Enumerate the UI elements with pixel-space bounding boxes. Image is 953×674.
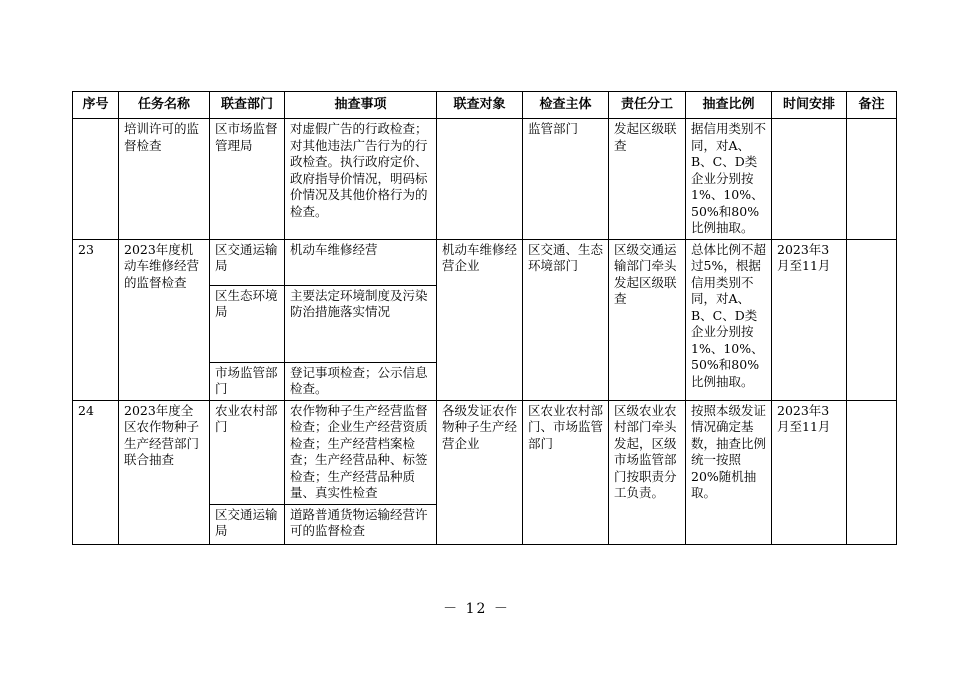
cell-ratio: 据信用类别不同，对A、B、C、D类企业分别按1%、10%、50%和80%比例抽取。 — [686, 119, 772, 240]
cell-dept: 农业农村部门 — [210, 400, 285, 504]
cell-target: 各级发证农作物种子生产经营企业 — [437, 400, 523, 544]
cell-task: 2023年度机动车维修经营的监督检查 — [119, 239, 210, 400]
cell-duty: 发起区级联查 — [609, 119, 686, 240]
cell-target — [437, 119, 523, 240]
cell-remark — [847, 119, 897, 240]
cell-seq — [73, 119, 119, 240]
cell-items: 登记事项检查；公示信息检查。 — [285, 362, 437, 400]
cell-dept: 市场监管部门 — [210, 362, 285, 400]
header-ratio: 抽查比例 — [686, 92, 772, 119]
cell-subject: 区交通、生态环境部门 — [523, 239, 609, 400]
table-row — [73, 400, 897, 504]
cell-ratio: 按照本级发证情况确定基数，抽查比例统一按照20%随机抽取。 — [686, 400, 772, 544]
cell-items: 对虚假广告的行政检查；对其他违法广告行为的行政检查。执行政府定价、政府指导价情况，明码标价情况及其他价格行为的检查。 — [285, 119, 437, 240]
header-seq: 序号 — [73, 92, 119, 119]
cell-task: 2023年度全区农作物种子生产经营部门联合抽查 — [119, 400, 210, 544]
cell-duty: 区级农业农村部门牵头发起，区级市场监管部门按职责分工负责。 — [609, 400, 686, 544]
cell-remark — [847, 239, 897, 400]
header-target: 联查对象 — [437, 92, 523, 119]
cell-items: 主要法定环境制度及污染防治措施落实情况 — [285, 285, 437, 362]
cell-time: 2023年3月至11月 — [772, 400, 847, 544]
cell-subject: 区农业农村部门、市场监管部门 — [523, 400, 609, 544]
cell-dept: 区交通运输局 — [210, 504, 285, 544]
cell-items: 道路普通货物运输经营许可的监督检查 — [285, 504, 437, 544]
inspection-plan-table — [72, 91, 897, 545]
cell-time: 2023年3月至11月 — [772, 239, 847, 400]
table-row — [73, 239, 897, 285]
cell-subject: 监管部门 — [523, 119, 609, 240]
cell-time — [772, 119, 847, 240]
cell-remark — [847, 400, 897, 544]
cell-seq: 23 — [73, 239, 119, 400]
cell-ratio: 总体比例不超过5%，根据信用类别不同，对A、B、C、D类企业分别按1%、10%、50%和80%比例抽取。 — [686, 239, 772, 400]
header-duty: 责任分工 — [609, 92, 686, 119]
header-task: 任务名称 — [119, 92, 210, 119]
table-header-row — [73, 92, 897, 119]
cell-target: 机动车维修经营企业 — [437, 239, 523, 400]
header-time: 时间安排 — [772, 92, 847, 119]
page-number: － 12 － — [443, 601, 510, 617]
cell-items: 机动车维修经营 — [285, 239, 437, 285]
cell-dept: 区交通运输局 — [210, 239, 285, 285]
header-dept: 联查部门 — [210, 92, 285, 119]
header-remark: 备注 — [847, 92, 897, 119]
cell-dept: 区市场监督管理局 — [210, 119, 285, 240]
header-subject: 检查主体 — [523, 92, 609, 119]
header-items: 抽查事项 — [285, 92, 437, 119]
cell-dept: 区生态环境局 — [210, 285, 285, 362]
cell-task: 培训许可的监督检查 — [119, 119, 210, 240]
cell-items: 农作物种子生产经营监督检查；企业生产经营资质检查；生产经营档案检查；生产经营品种、标签检查；生产经营品种质量、真实性检查 — [285, 400, 437, 504]
cell-seq: 24 — [73, 400, 119, 544]
table-row — [73, 119, 897, 240]
cell-duty: 区级交通运输部门牵头发起区级联查 — [609, 239, 686, 400]
